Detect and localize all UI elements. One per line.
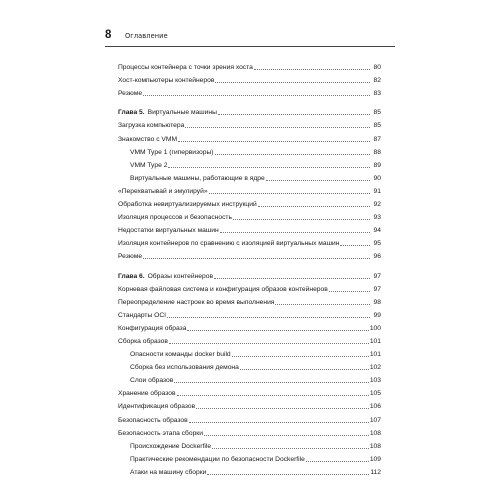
dot-leader: [143, 95, 370, 96]
dot-leader: [232, 356, 369, 357]
toc-page-number: 101: [369, 337, 381, 345]
dot-leader: [258, 206, 370, 207]
dot-leader: [174, 382, 369, 383]
toc-entry-title: Резюме: [118, 253, 143, 261]
toc-entry-title: Слои образов: [130, 377, 174, 385]
dot-leader: [306, 461, 369, 462]
dot-leader: [178, 141, 370, 142]
toc-entry[interactable]: [118, 333, 381, 346]
dot-leader: [233, 219, 370, 220]
toc-page-number: 98: [373, 298, 381, 306]
dot-leader: [266, 180, 370, 181]
toc-page-number: 82: [373, 77, 381, 85]
toc-chapter-heading[interactable]: [118, 104, 381, 117]
toc-page-number: 94: [373, 227, 381, 235]
toc-page-number: 112: [370, 468, 381, 476]
toc-entry[interactable]: [118, 183, 381, 196]
toc-chapter-heading[interactable]: [118, 267, 381, 280]
toc-page-number: 107: [369, 416, 381, 424]
toc-entry[interactable]: [118, 398, 381, 411]
toc-entry[interactable]: [118, 307, 381, 320]
dot-leader: [215, 82, 370, 83]
toc-entry[interactable]: [118, 346, 381, 359]
dot-leader: [215, 154, 371, 155]
toc-page-number: 108: [369, 442, 381, 450]
toc-entry-title: Изоляция процессов и безопасность: [118, 214, 232, 222]
toc-entry[interactable]: [118, 438, 381, 451]
dot-leader: [240, 369, 369, 370]
dot-leader: [207, 474, 369, 475]
page-number: 8: [105, 29, 112, 41]
toc-entry-title: Практические рекомендации по безопасности Dockerfile: [130, 455, 305, 463]
toc-entry[interactable]: [118, 196, 381, 209]
toc-entry[interactable]: [118, 235, 381, 248]
toc-entry-title: Происхождение Dockerfile: [130, 442, 212, 450]
toc-entry-title: Хранение образов: [118, 390, 176, 398]
toc-entry-title: Сборка образов: [118, 337, 168, 345]
dot-leader: [196, 408, 369, 409]
dot-leader: [167, 317, 370, 318]
chapter-label: Глава 6.: [118, 272, 145, 280]
toc-page-number: 105: [369, 390, 381, 398]
toc-page-number: 96: [373, 253, 381, 261]
toc-page-number: 97: [373, 272, 381, 280]
toc-entry[interactable]: [118, 209, 381, 222]
toc-page-number: 80: [373, 64, 381, 72]
toc-entry-title: Безопасность этапа сборки: [118, 429, 203, 437]
toc-page-number: 87: [373, 135, 381, 143]
toc-entry-title: Недостатки виртуальных машин: [118, 227, 219, 235]
toc-page-number: 85: [373, 122, 381, 130]
toc-entry[interactable]: [118, 157, 381, 170]
toc-page-number: 97: [373, 285, 381, 293]
toc-entry[interactable]: [118, 320, 381, 333]
dot-leader: [329, 291, 370, 292]
toc-entry[interactable]: [118, 170, 381, 183]
toc-entry[interactable]: [118, 281, 381, 294]
toc-entry[interactable]: [118, 72, 381, 85]
toc-entry-title: Конфигурация образа: [118, 324, 187, 332]
toc-entry-title: Сборка без использования демона: [130, 364, 239, 372]
toc-entry-title: Загрузка компьютера: [118, 122, 185, 130]
toc-page-number: 99: [373, 311, 381, 319]
toc-page-number: 106: [369, 403, 381, 411]
table-of-contents: [118, 59, 381, 477]
toc-entry-title: Виртуальные машины, работающие в ядре: [130, 174, 265, 182]
toc-entry-title: Резюме: [118, 90, 143, 98]
toc-entry[interactable]: [118, 385, 381, 398]
toc-entry-title: VMM Type 1 (гипервизоры): [130, 148, 214, 156]
toc-entry-title: Знакомство с VMM: [118, 135, 178, 143]
toc-entry[interactable]: [118, 411, 381, 424]
toc-entry-title: Хост-компьютеры контейнеров: [118, 77, 215, 85]
toc-page-number: 101: [369, 351, 381, 359]
toc-entry-title: VMM Type 2: [130, 161, 168, 169]
toc-page-number: 92: [373, 201, 381, 209]
toc-page-number: 89: [373, 161, 381, 169]
toc-page-number: 108: [369, 429, 381, 437]
toc-entry[interactable]: [118, 464, 381, 477]
dot-leader: [212, 448, 369, 449]
dot-leader: [185, 127, 370, 128]
toc-entry-title: Корневая файловая система и конфигурация образов контейнеров: [118, 285, 328, 293]
toc-entry[interactable]: [118, 248, 381, 261]
dot-leader: [168, 167, 370, 168]
toc-entry[interactable]: [118, 294, 381, 307]
toc-entry-title: Опасности команды docker build: [130, 351, 231, 359]
toc-page-number: 88: [373, 148, 381, 156]
toc-page-number: 109: [369, 455, 381, 463]
dot-leader: [209, 193, 370, 194]
dot-leader: [204, 435, 369, 436]
toc-entry[interactable]: [118, 451, 381, 464]
dot-leader: [177, 395, 369, 396]
toc-entry-title: «Перехватывай и эмулируй»: [118, 187, 208, 195]
dot-leader: [275, 304, 370, 305]
chapter-label: Глава 5.: [118, 109, 145, 117]
page-header: [105, 30, 395, 47]
toc-entry[interactable]: [118, 372, 381, 385]
dot-leader: [218, 114, 370, 115]
toc-page-number: 90: [373, 174, 381, 182]
toc-entry-title: Образы контейнеров: [147, 272, 213, 280]
toc-entry-title: Обработка невиртуализируемых инструкций: [118, 201, 257, 209]
toc-entry-title: Идентификация образов: [118, 403, 196, 411]
toc-entry[interactable]: [118, 130, 381, 143]
dot-leader: [143, 258, 370, 259]
toc-page-number: 83: [373, 90, 381, 98]
toc-page-number: 93: [373, 214, 381, 222]
toc-entry-title: Безопасность образов: [118, 416, 188, 424]
toc-page-number: 91: [373, 187, 381, 195]
toc-entry[interactable]: [118, 222, 381, 235]
toc-page-number: 100: [369, 324, 381, 332]
dot-leader: [187, 330, 368, 331]
toc-entry-title: Виртуальные машины: [147, 109, 217, 117]
toc-entry-title: Изоляция контейнеров по сравнению с изоляцией виртуальных машин: [118, 240, 340, 248]
toc-page-number: 95: [373, 240, 381, 248]
running-title: Оглавление: [125, 32, 168, 40]
toc-entry-title: Атаки на машину сборки: [130, 468, 207, 476]
dot-leader: [340, 245, 370, 246]
dot-leader: [254, 69, 370, 70]
dot-leader: [169, 343, 369, 344]
toc-entry[interactable]: [118, 117, 381, 130]
toc-page-number: 102: [369, 364, 381, 372]
toc-entry[interactable]: [118, 59, 381, 72]
toc-page-number: 103: [369, 377, 381, 385]
toc-entry[interactable]: [118, 144, 381, 157]
toc-entry-title: Процессы контейнера с точки зрения хоста: [118, 64, 253, 72]
dot-leader: [189, 422, 369, 423]
dot-leader: [214, 278, 370, 279]
toc-entry[interactable]: [118, 85, 381, 98]
toc-entry[interactable]: [118, 425, 381, 438]
toc-entry-title: Стандарты OCI: [118, 311, 167, 319]
toc-entry[interactable]: [118, 359, 381, 372]
dot-leader: [220, 232, 370, 233]
toc-page-number: 85: [373, 109, 381, 117]
toc-entry-title: Переопределение настроек во время выполнения: [118, 298, 275, 306]
